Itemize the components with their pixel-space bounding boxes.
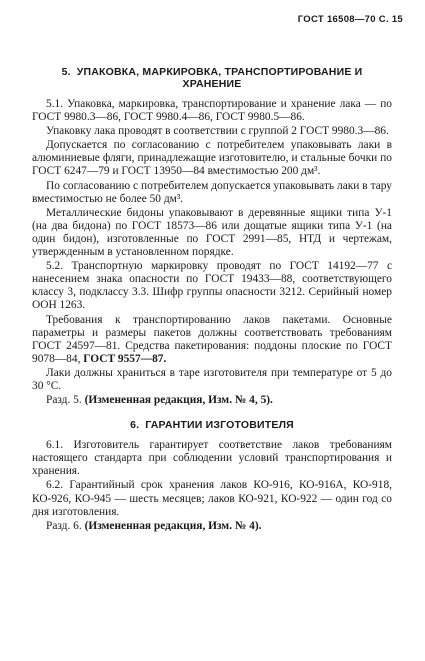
section-6-amendment-bold: (Измененная редакция, Изм. № 4). bbox=[84, 519, 262, 532]
paragraph-6-2: 6.2. Гарантийный срок хранения лаков КО-916, КО-916А, КО-918, КО-926, КО-945 — шесть месяцев; лаков КО-921, КО-922 — один год со дня изготовления. bbox=[32, 479, 392, 518]
document-body bbox=[32, 66, 392, 534]
section-6-title bbox=[32, 419, 392, 431]
section-5-amendment bbox=[32, 394, 392, 407]
paragraph-5-2-packets-bold: ГОСТ 9557—87. bbox=[83, 352, 167, 365]
paragraph-5-2-packets-text: Требования к транспортированию лаков пакетами. Основные параметры и размеры пакетов должны соответствовать требованиям ГОСТ 24597—81. Средства пакетирования: поддоны плоские по ГОСТ 9078—84, bbox=[32, 313, 392, 365]
paragraph-6-1: 6.1. Изготовитель гарантирует соответствие лаков требованиям настоящего стандарта при соблюдении условий транспортирования и хранения. bbox=[32, 439, 392, 478]
paragraph-5-1-boxes: Металлические бидоны упаковывают в деревянные ящики типа У-1 (на два бидона) по ГОСТ 18573—86 или дощатые ящики типа У-1 (на один бидон), изготовленные по ГОСТ 2991—85, НТД и чертежам, утвержденным в установленном порядке. bbox=[32, 206, 392, 259]
section-6-heading: ГАРАНТИИ ИЗГОТОВИТЕЛЯ bbox=[145, 419, 294, 432]
section-6-amendment-prefix: Разд. 6. bbox=[46, 519, 85, 532]
section-5-title bbox=[32, 66, 392, 90]
paragraph-5-storage: Лаки должны храниться в таре изготовителя при температуре от 5 до 30 °С. bbox=[32, 366, 392, 392]
paragraph-5-1: 5.1. Упаковка, маркировка, транспортирование и хранение лака — по ГОСТ 9980.3—86, ГОСТ 9980.4—86, ГОСТ 9980.5—86. bbox=[32, 98, 392, 124]
section-5-amendment-prefix: Разд. 5. bbox=[46, 394, 85, 407]
section-5-amendment-bold: (Измененная редакция, Изм. № 4, 5). bbox=[84, 394, 273, 407]
paragraph-5-1-flasks: Допускается по согласованию с потребителем упаковывать лаки в алюминиевые фляги, принадлежащие изготовителю, и стальные бочки по ГОСТ 6247—79 и ГОСТ 13950—84 вместимостью 200 дм³. bbox=[32, 139, 392, 178]
section-6-number: 6. bbox=[130, 419, 140, 432]
paragraph-5-2: 5.2. Транспортную маркировку проводят по ГОСТ 14192—77 с нанесением знака опасности по ГОСТ 19433—88, соответствующего классу 3, подклассу 3.3. Шифр группы опасности 3212. Серийный номер ООН 1263. bbox=[32, 260, 392, 312]
paragraph-5-1-group: Упаковку лака проводят в соответствии с группой 2 ГОСТ 9980.3—86. bbox=[46, 125, 389, 138]
section-6-amendment bbox=[32, 520, 392, 533]
page-header: ГОСТ 16508—70 С. 15 bbox=[297, 14, 403, 25]
section-5-number: 5. bbox=[61, 66, 71, 78]
paragraph-5-1-tara: По согласованию с потребителем допускается упаковывать лаки в тару вместимостью не более 50 дм³. bbox=[32, 179, 392, 205]
paragraph-5-2-packets bbox=[32, 314, 392, 366]
section-5-heading: УПАКОВКА, МАРКИРОВКА, ТРАНСПОРТИРОВАНИЕ И ХРАНЕНИЕ bbox=[76, 66, 363, 90]
